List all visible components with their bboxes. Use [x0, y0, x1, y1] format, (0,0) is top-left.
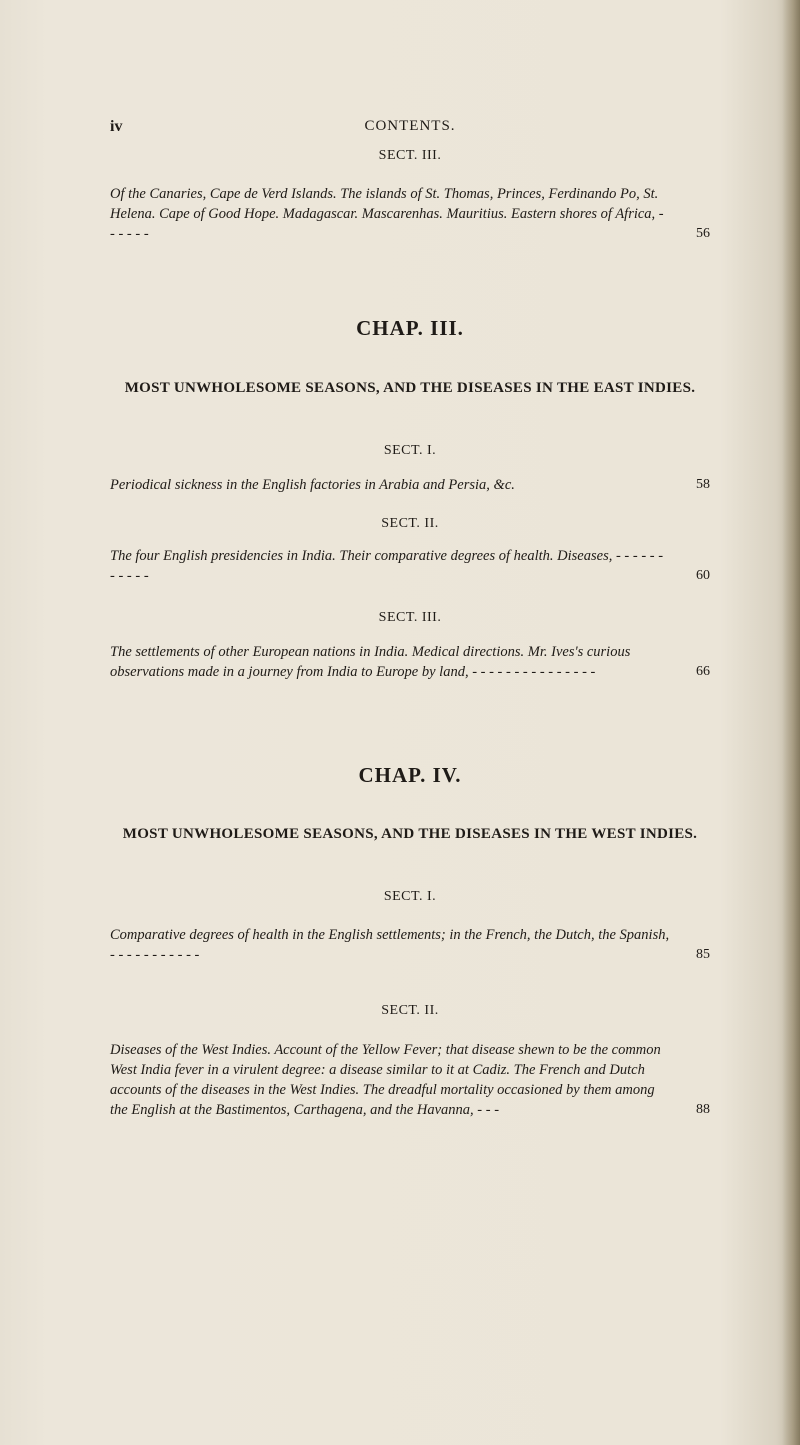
sect-label: SECT. II. [381, 516, 439, 531]
chapter-title: CHAP. III. [356, 316, 464, 340]
sect-label: SECT. I. [383, 443, 437, 458]
toc-entry[interactable] [110, 546, 710, 586]
sect-label: SECT. I. [383, 889, 437, 904]
entry-page: 85 [696, 947, 710, 962]
entry-page: 66 [696, 664, 710, 679]
toc-entry[interactable] [110, 1040, 710, 1120]
toc-entry[interactable] [110, 475, 710, 495]
page-number: iv [110, 118, 123, 135]
toc-entry[interactable] [110, 184, 710, 244]
entry-text: The settlements of other European nations in India. Medical directions. Mr. Ives's curious observations made in a journey from India to Europe by land, - - - - - - - - - - - - - - - [110, 644, 631, 680]
page-header [110, 118, 710, 148]
entry-page: 58 [696, 477, 710, 492]
entry-text: Periodical sickness in the English factories in Arabia and Persia, &c. [110, 477, 515, 493]
entry-text: The four English presidencies in India. Their comparative degrees of health. Diseases, - - - - - - - - - - - [110, 548, 664, 584]
toc-section [110, 148, 710, 164]
sect-label: SECT. II. [381, 1003, 439, 1018]
chapter-heading: MOST UNWHOLESOME SEASONS, AND THE DISEASES IN THE WEST INDIES. [122, 826, 698, 842]
entry-text: Of the Canaries, Cape de Verd Islands. The islands of St. Thomas, Princes, Ferdinando Po, St. Helena. Cape of Good Hope. Madagascar. Mascarenhas. Mauritius. Eastern shores of Africa, - - - - - - [110, 186, 664, 242]
entry-text: Diseases of the West Indies. Account of the Yellow Fever; that disease shewn to be the common West India fever in a virulent degree: a disease similar to it at Cadiz. The French and Dutch accounts of the diseases in the West Indies. The dreadful mortality occasioned by them among the English at the Bastimentos, Carthagena, and the Havanna, - - - [110, 1042, 661, 1118]
sect-label: SECT. III. [378, 148, 442, 163]
sect-label: SECT. III. [378, 610, 442, 625]
chapter-heading: MOST UNWHOLESOME SEASONS, AND THE DISEASES IN THE EAST INDIES. [124, 380, 696, 396]
page-edge-shadow [782, 0, 800, 1445]
chapter-title: CHAP. IV. [358, 763, 462, 787]
toc-entry[interactable] [110, 642, 710, 682]
entry-text: Comparative degrees of health in the English settlements; in the French, the Dutch, the Spanish, - - - - - - - - - - - [110, 927, 670, 963]
entry-page: 88 [696, 1102, 710, 1117]
running-title: CONTENTS. [364, 118, 456, 134]
toc-entry[interactable] [110, 925, 710, 965]
entry-page: 56 [696, 226, 710, 241]
entry-page: 60 [696, 568, 710, 583]
